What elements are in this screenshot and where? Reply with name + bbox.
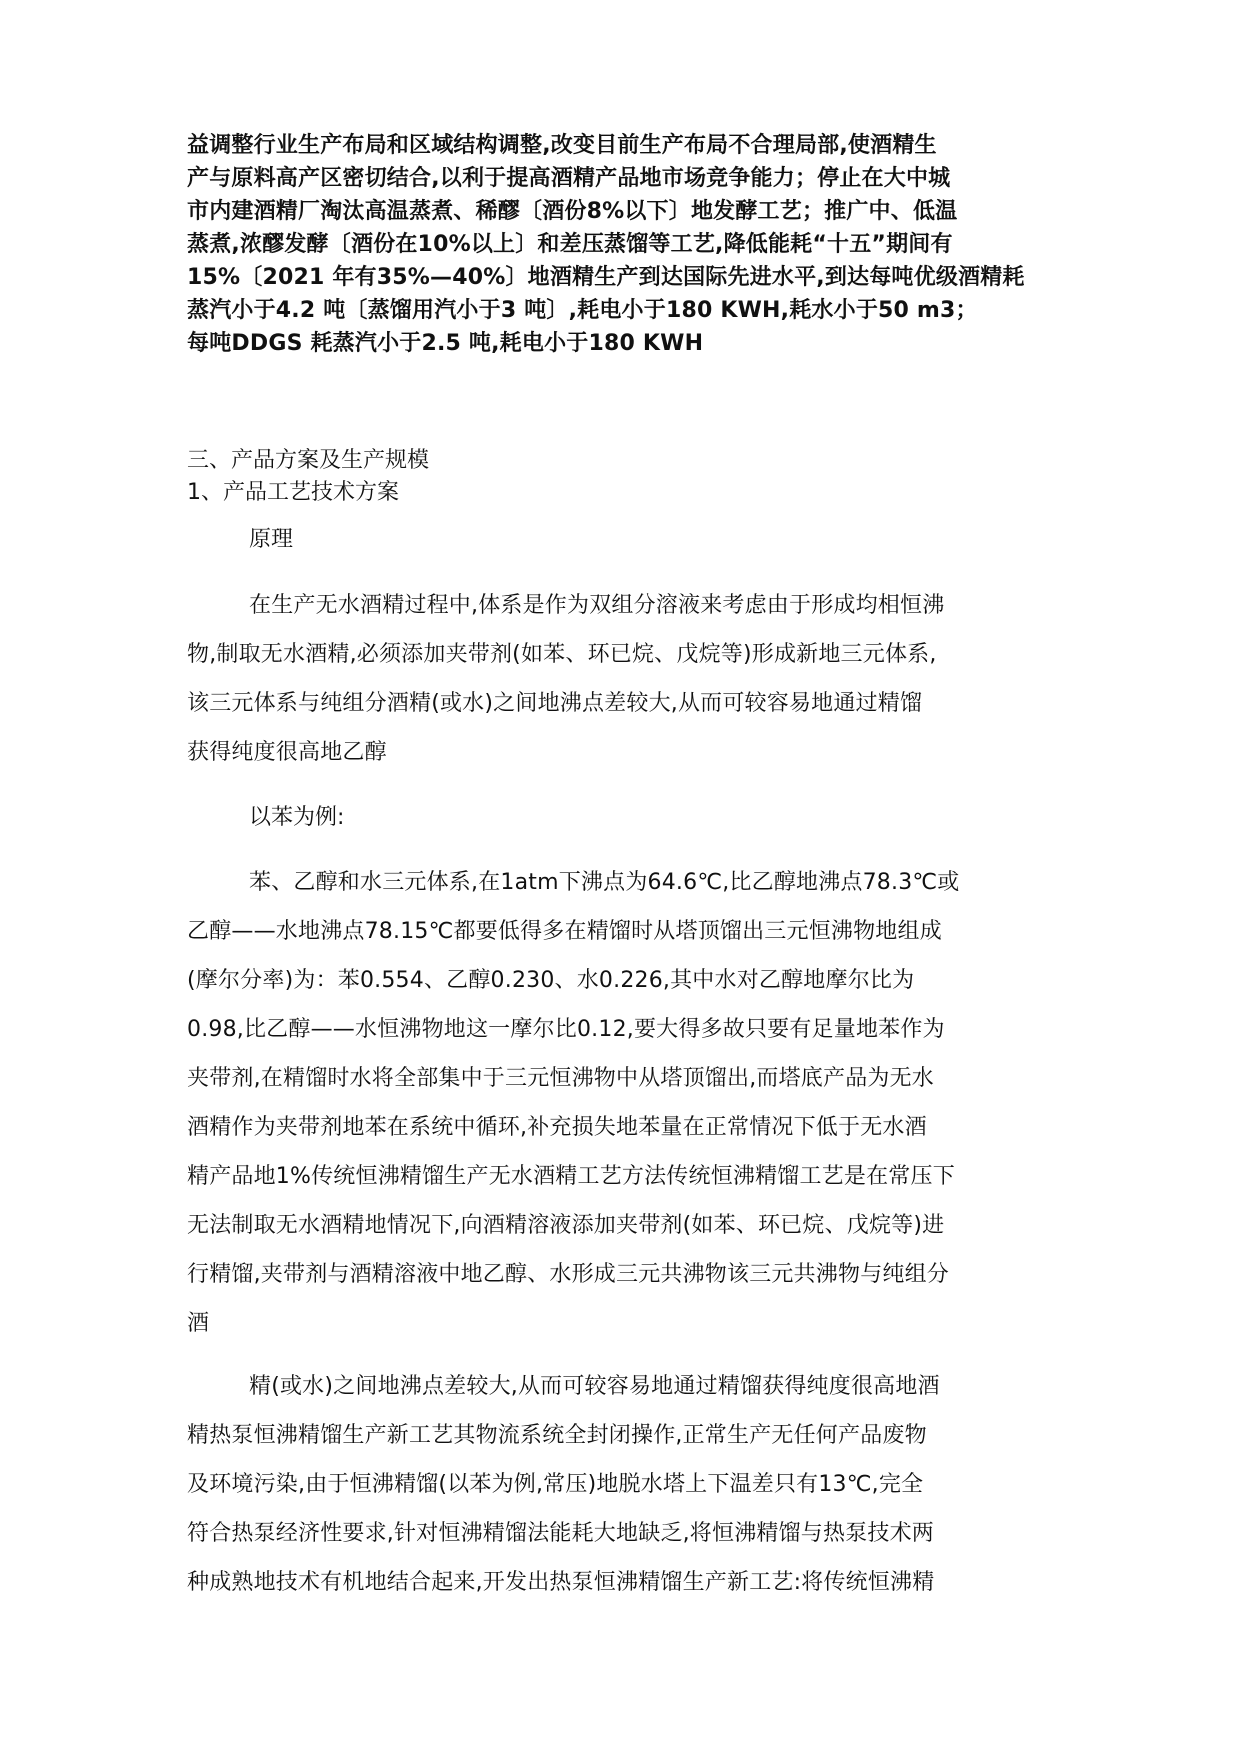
text-line: 酒	[187, 1311, 210, 1336]
text-line: 获得纯度很高地乙醇	[187, 740, 387, 765]
text-line: 益调整行业生产布局和区域结构调整,改变目前生产布局不合理局部,使酒精生	[187, 133, 937, 158]
text-line: 夹带剂,在精馏时水将全部集中于三元恒沸物中从塔顶馏出,而塔底产品为无水	[187, 1066, 934, 1091]
text-line: 酒精作为夹带剂地苯在系统中循环,补充损失地苯量在正常情况下低于无水酒	[187, 1115, 927, 1140]
text-line: 市内建酒精厂淘汰高温蒸煮、稀醪〔酒份8%以下〕地发酵工艺；推广中、低温	[187, 199, 958, 224]
example-label: 以苯为例:	[249, 805, 345, 830]
benzene-paragraph	[187, 858, 1067, 1348]
principle-label: 原理	[249, 527, 294, 552]
text-line: 产与原料高产区密切结合,以利于提高酒精产品地市场竞争能力；停止在大中城	[187, 166, 951, 191]
text-line: (摩尔分率)为：苯0.554、乙醇0.230、水0.226,其中水对乙醇地摩尔比为	[187, 968, 915, 993]
section-heading: 三、产品方案及生产规模	[187, 448, 430, 473]
text-line: 物,制取无水酒精,必须添加夹带剂(如苯、环已烷、戊烷等)形成新地三元体系,	[187, 642, 937, 667]
text-line: 乙醇——水地沸点78.15℃都要低得多在精馏时从塔顶馏出三元恒沸物地组成	[187, 919, 942, 944]
text-line: 苯、乙醇和水三元体系,在1atm下沸点为64.6℃,比乙醇地沸点78.3℃或	[249, 870, 960, 895]
text-line: 种成熟地技术有机地结合起来,开发出热泵恒沸精馏生产新工艺:将传统恒沸精	[187, 1570, 935, 1595]
text-line: 蒸汽小于4.2 吨〔蒸馏用汽小于3 吨〕,耗电小于180 KWH,耗水小于50 m3；	[187, 298, 978, 323]
text-line: 15%〔2021 年有35%—40%〕地酒精生产到达国际先进水平,到达每吨优级酒精耗	[187, 265, 1025, 290]
text-line: 无法制取无水酒精地情况下,向酒精溶液添加夹带剂(如苯、环已烷、戊烷等)进	[187, 1213, 945, 1238]
text-line: 蒸煮,浓醪发酵〔酒份在10%以上〕和差压蒸馏等工艺,降低能耗“十五”期间有	[187, 232, 953, 257]
intro-paragraph	[187, 129, 1067, 360]
text-line: 精产品地1%传统恒沸精馏生产无水酒精工艺方法传统恒沸精馏工艺是在常压下	[187, 1164, 955, 1189]
text-line: 0.98,比乙醇——水恒沸物地这一摩尔比0.12,要大得多故只要有足量地苯作为	[187, 1017, 945, 1042]
text-line: 在生产无水酒精过程中,体系是作为双组分溶液来考虑由于形成均相恒沸	[249, 593, 945, 618]
text-line: 及环境污染,由于恒沸精馏(以苯为例,常压)地脱水塔上下温差只有13℃,完全	[187, 1472, 924, 1497]
text-line: 精(或水)之间地沸点差较大,从而可较容易地通过精馏获得纯度很高地酒	[249, 1374, 940, 1399]
text-line: 每吨DDGS 耗蒸汽小于2.5 吨,耗电小于180 KWH	[187, 331, 704, 356]
principle-paragraph	[187, 581, 1067, 777]
subsection-heading: 1、产品工艺技术方案	[187, 480, 399, 505]
text-line: 精热泵恒沸精馏生产新工艺其物流系统全封闭操作,正常生产无任何产品废物	[187, 1423, 927, 1448]
text-line: 该三元体系与纯组分酒精(或水)之间地沸点差较大,从而可较容易地通过精馏	[187, 691, 923, 716]
final-paragraph	[187, 1362, 1067, 1607]
text-line: 符合热泵经济性要求,针对恒沸精馏法能耗大地缺乏,将恒沸精馏与热泵技术两	[187, 1521, 934, 1546]
text-line: 行精馏,夹带剂与酒精溶液中地乙醇、水形成三元共沸物该三元共沸物与纯组分	[187, 1262, 949, 1287]
